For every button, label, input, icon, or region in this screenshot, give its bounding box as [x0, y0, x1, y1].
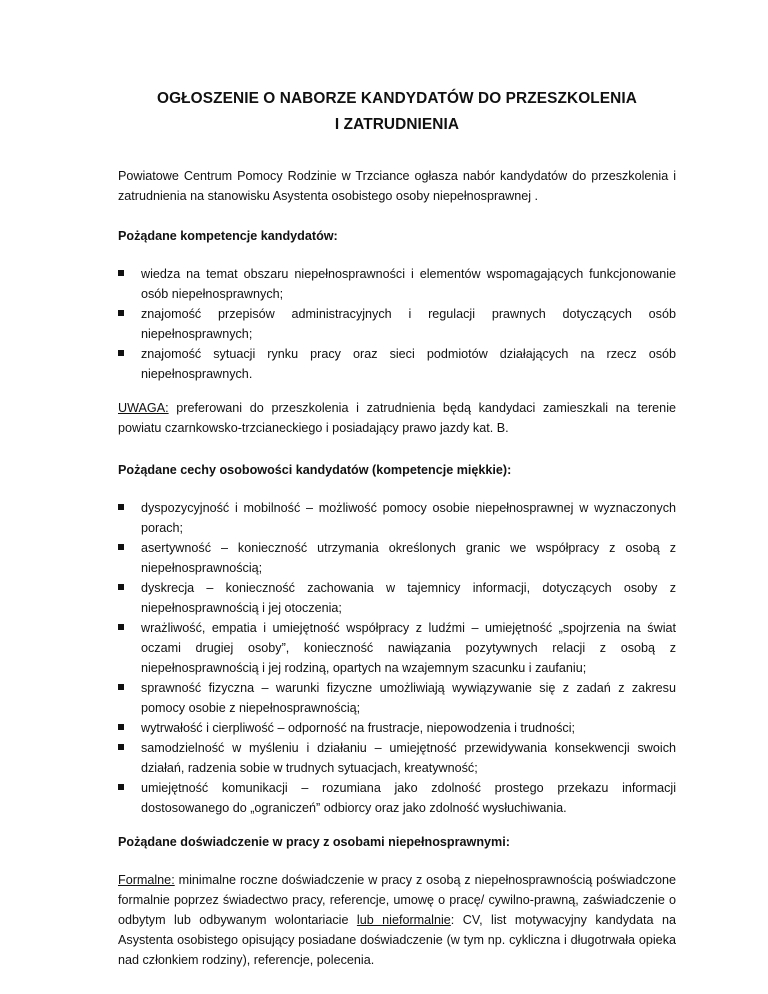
document-title — [118, 86, 676, 138]
list-item — [118, 498, 676, 538]
list-item-text: dyskrecja – konieczność zachowania w tajemnicy informacji, dotyczących osoby z niepełnosprawnością i jej otoczenia; — [141, 581, 676, 615]
list-item — [118, 344, 676, 384]
experience-paragraph — [118, 870, 676, 970]
square-bullet-icon — [118, 684, 124, 690]
list-item-text: asertywność – konieczność utrzymania określonych granic we współpracy z osobą z niepełnosprawnością; — [141, 541, 676, 575]
list-item-text: znajomość przepisów administracyjnych i regulacji prawnych dotyczących osób niepełnosprawnych; — [141, 307, 676, 341]
list-item-text: samodzielność w myśleniu i działaniu – umiejętność przewidywania konsekwencji swoich działań, radzenia sobie w trudnych sytuacjach, kreatywność; — [141, 741, 676, 775]
list-item — [118, 578, 676, 618]
square-bullet-icon — [118, 270, 124, 276]
competences-list — [118, 264, 676, 384]
square-bullet-icon — [118, 784, 124, 790]
note-label: UWAGA: — [118, 401, 169, 415]
list-item-text: sprawność fizyczna – warunki fizyczne umożliwiają wywiązywanie się z zadań z zakresu pomocy osobie z niepełnosprawnością; — [141, 681, 676, 715]
square-bullet-icon — [118, 310, 124, 316]
square-bullet-icon — [118, 350, 124, 356]
square-bullet-icon — [118, 504, 124, 510]
list-item-text: umiejętność komunikacji – rozumiana jako zdolność prostego przekazu informacji dostosowanego do „ograniczeń” odbiorcy oraz jako zdolność wysłuchiwania. — [141, 781, 676, 815]
formal-label: Formalne: — [118, 873, 175, 887]
personality-list — [118, 498, 676, 818]
list-item-text: znajomość sytuacji rynku pracy oraz sieci podmiotów działających na rzecz osób niepełnosprawnych. — [141, 347, 676, 381]
title-line-2: I ZATRUDNIENIA — [334, 116, 460, 133]
list-item — [118, 618, 676, 678]
list-item-text: wiedza na temat obszaru niepełnosprawności i elementów wspomagających funkcjonowanie osób niepełnosprawnych; — [141, 267, 676, 301]
square-bullet-icon — [118, 624, 124, 630]
square-bullet-icon — [118, 584, 124, 590]
experience-heading: Pożądane doświadczenie w pracy z osobami niepełnosprawnymi: — [118, 835, 510, 849]
note-text: preferowani do przeszkolenia i zatrudnienia będą kandydaci zamieszkali na terenie powiatu czarnkowsko-trzcianeckiego i posiadający prawo jazdy kat. B. — [118, 401, 676, 435]
list-item — [118, 718, 676, 738]
experience-text-part-1: minimalne roczne doświadczenie w pracy z osobą z niepełnosprawnością poświadczone formalnie poprzez świadectwo pracy, referencje, umowę o pracę/ cywilno-prawną, zaświadczenie o odbytym lub odbywanym wolontariacie — [118, 873, 676, 927]
list-item-text: wytrwałość i cierpliwość – odporność na frustracje, niepowodzenia i trudności; — [141, 721, 575, 735]
square-bullet-icon — [118, 544, 124, 550]
square-bullet-icon — [118, 744, 124, 750]
list-item-text: wrażliwość, empatia i umiejętność współpracy z ludźmi – umiejętność „spojrzenia na świat oczami drugiej osoby”, konieczność nawiązania pozytywnych relacji z osobą z niepełnosprawnością i jej rodziną, opartych na wzajemnym szacunku i zaufaniu; — [141, 621, 676, 675]
intro-paragraph: Powiatowe Centrum Pomocy Rodzinie w Trzciance ogłasza nabór kandydatów do przeszkolenia i zatrudnienia na stanowisku Asystenta osobistego osoby niepełnosprawnej . — [118, 169, 676, 203]
note-paragraph — [118, 398, 676, 438]
list-item — [118, 678, 676, 718]
list-item — [118, 538, 676, 578]
title-line-1: OGŁOSZENIE O NABORZE KANDYDATÓW DO PRZESZKOLENIA — [157, 90, 637, 107]
informal-label: lub nieformalnie — [356, 913, 451, 927]
list-item — [118, 304, 676, 344]
square-bullet-icon — [118, 724, 124, 730]
experience-text-part-2: : CV, list motywacyjny kandydata na Asystenta osobistego opisujący posiadane doświadczenie (w tym np. cykliczna i długotrwała opieka nad członkiem rodziny), referencje, polecenia. — [118, 913, 676, 967]
list-item — [118, 778, 676, 818]
list-item — [118, 738, 676, 778]
personality-heading: Pożądane cechy osobowości kandydatów (kompetencje miękkie): — [118, 463, 512, 477]
competences-heading: Pożądane kompetencje kandydatów: — [118, 229, 338, 243]
list-item-text: dyspozycyjność i mobilność – możliwość pomocy osobie niepełnosprawnej w wyznaczonych porach; — [141, 501, 676, 535]
list-item — [118, 264, 676, 304]
